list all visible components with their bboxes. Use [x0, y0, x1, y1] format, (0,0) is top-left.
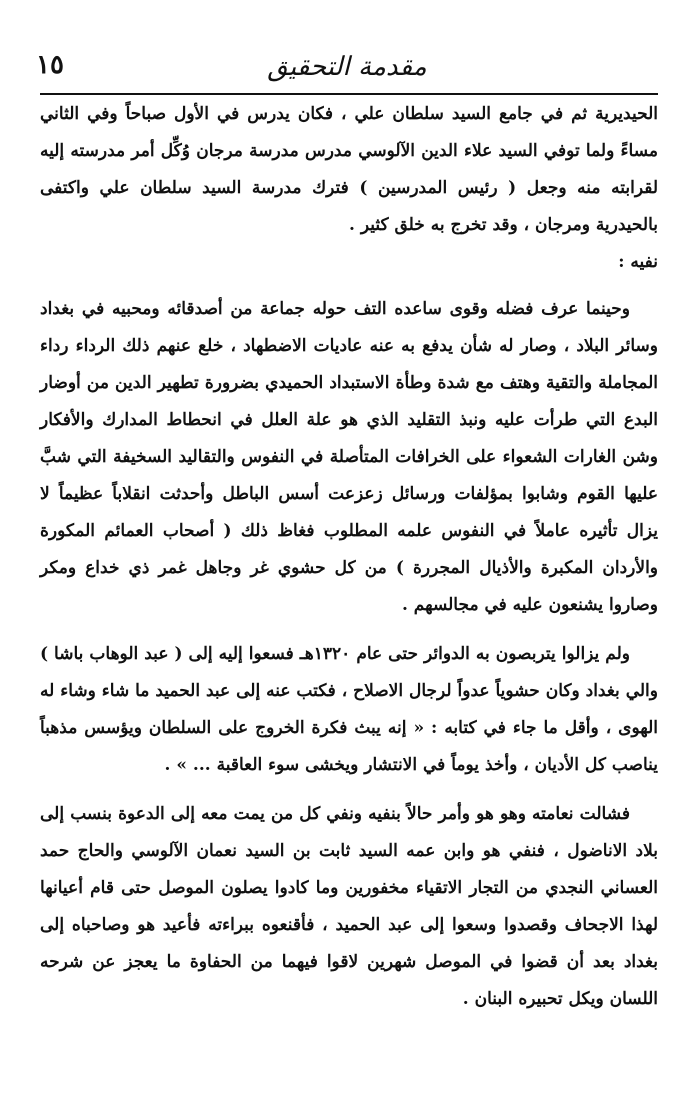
paragraph-2: وحينما عرف فضله وقوى ساعده التف حوله جماعة من أصدقائه ومحبيه في بغداد وسائر البلاد ، وصار له شأن يدفع به عنه عاديات الاضطهاد ، خلع عنهم ذلك الرداء رداء المجاملة والتقية وهتف مع شدة وطأة الاستبداد الحميدي بضرورة تطهير الدين من أوضار البدع التي طرأت عليه ونبذ التقليد الذي هو علة العلل في انحطاط المدارك والأفكار وشن الغارات الشعواء على الخرافات المتأصلة في النفوس والتقاليد السخيفة التي شبَّ عليها القوم وشابوا بمؤلفات ورسائل زعزعت أسس الباطل وأحدثت انقلاباً عظيماً لا يزال تأثيره عاملاً في النفوس علمه المطلوب فغاظ ذلك ( أصحاب العمائم المكورة والأردان المكبرة والأذيال المجررة ) من كل حشوي غر وجاهل غمر ذي خداع ومكر وصاروا يشنعون عليه في مجالسهم . [40, 299, 658, 615]
body-text [40, 96, 658, 1018]
header-divider [40, 93, 658, 95]
section-heading: نفيه : [618, 252, 658, 272]
paragraph-1: الحيديرية ثم في جامع السيد سلطان علي ، فكان يدرس في الأول صباحاً وفي الثاني مساءً ولما توفي السيد علاء الدين الآلوسي مدرس مدرسة مرجان وُكِّل أمر مدرسته إليه لقرابته منه وجعل ( رئيس المدرسين ) فترك مدرسة السيد سلطان علي واكتفى بالحيدرية ومرجان ، وقد تخرج به خلق كثير . [40, 104, 658, 235]
page-header [36, 50, 658, 90]
paragraph-4: فشالت نعامته وهو هو وأمر حالاً بنفيه ونفي كل من يمت معه إلى الدعوة بنسب إلى بلاد الاناضول ، فنفي هو وابن عمه السيد ثابت بن السيد نعمان الآلوسي والحاج حمد العساني النجدي من التجار الاتقياء مخفورين وما كادوا يصلون الموصل حتى قام أعيانها لهذا الاجحاف وقصدوا وسعوا إلى عبد الحميد ، فأقنعوه ببراءته فأعيد هو وصاحباه إلى بغداد بعد أن قضوا في الموصل شهرين لاقوا فيهما من الحفاوة ما يعجز عن شرحه اللسان ويكل تحبيره البنان . [40, 804, 658, 1009]
running-title: مقدمة التحقيق [267, 52, 427, 82]
page-number: ١٥ [36, 50, 64, 80]
paragraph-3: ولم يزالوا يتربصون به الدوائر حتى عام ١٣٢٠هـ فسعوا إليه إلى ( عبد الوهاب باشا ) والي بغداد وكان حشوياً عدواً لرجال الاصلاح ، فكتب عنه إلى عبد الحميد ما شاء وشاء له الهوى ، وأقل ما جاء في كتابه : « إنه يبث فكرة الخروج على السلطان ويؤسس مذهباً يناصب كل الأديان ، وأخذ يوماً في الانتشار ويخشى سوء العاقبة ... » . [40, 644, 658, 775]
